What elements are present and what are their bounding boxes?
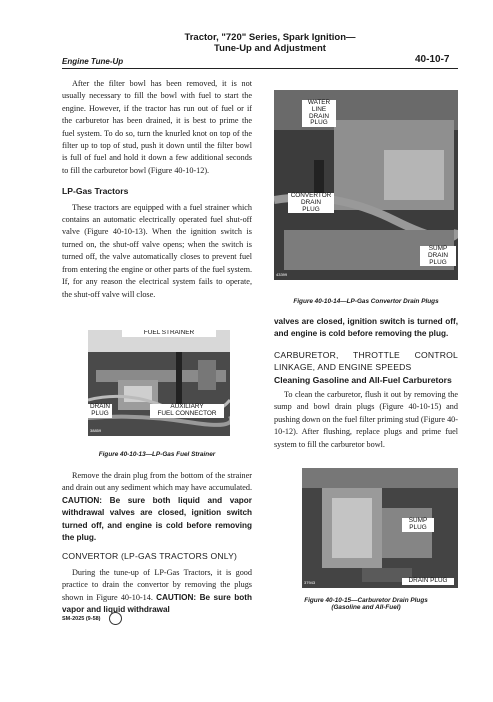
caption-figure-15 — [274, 597, 458, 611]
header-rule — [62, 68, 458, 69]
drain-text: Remove the drain plug from the bottom of the strainer and drain out any sediment which may have accumulated. — [62, 471, 252, 493]
heading-cleaning: Cleaning Gasoline and All-Fuel Carburetors — [274, 374, 452, 385]
title-line-1: Tractor, "720" Series, Spark Ignition— — [184, 32, 356, 43]
label-convertor-drain-plug: CONVERTOR DRAIN PLUG — [288, 193, 334, 213]
figure-fuel-strainer-photo — [88, 330, 230, 436]
caption-figure-13: Figure 40-10-13—LP-Gas Fuel Strainer — [98, 451, 216, 458]
right-column-text — [274, 316, 458, 451]
label-water-line-drain-plug: WATER LINE DRAIN PLUG — [302, 100, 336, 127]
label-fuel-strainer: FUEL STRAINER — [122, 330, 216, 337]
photo-number: 43399 — [276, 272, 288, 277]
caution-continued: valves are closed, ignition switch is turned off, and engine is cold before removing the plug. — [274, 317, 458, 339]
caution-convertor: CAUTION: Be sure both vapor and liquid withdrawal — [62, 592, 252, 615]
figure-convertor-photo — [274, 90, 458, 280]
left-column-top — [62, 78, 252, 301]
left-column-bottom — [62, 470, 252, 616]
photo-number: 38859 — [90, 428, 102, 433]
convertor-text: During the tune-up of LP-Gas Tractors, it is good practice to drain the convertor by removing the plugs shown in Figure 40-10-14. — [62, 567, 252, 602]
caution-strainer: CAUTION: Be sure both liquid and vapor withdrawal valves are closed, ignition switch turned off, and engine is cold before removing the plug. — [62, 495, 252, 543]
section-name: Engine Tune-Up — [62, 57, 124, 66]
paragraph-priming: After the filter bowl has been removed, it is not usually necessary to fill the bowl with fuel to start the engine. However, if the tractor has run out of fuel or if the carburetor has been drained, it is best to prime the fuel system. To do so, turn the knurled knot on top of the filter up to top of stud, push it down until the filter bowl is full of fuel and hold it down a few additional seconds to fill the carburetor bowl (Figure 40-10-12). — [62, 79, 252, 175]
heading-carburetor: CARBURETOR, THROTTLE CONTROL LINKAGE, AND ENGINE SPEEDS — [274, 349, 458, 373]
photo-number: 37943 — [304, 580, 316, 585]
paragraph-drain-strainer — [62, 470, 252, 544]
label-drain-plug: DRAIN PLUG — [402, 578, 454, 585]
label-sump-drain-plug: SUMP DRAIN PLUG — [420, 246, 456, 266]
caption-figure-15-line-1: Figure 40-10-15—Carburetor Drain Plugs — [304, 597, 428, 604]
footer-code: SM-2025 (9-58) — [62, 616, 101, 622]
paragraph-lp-strainer: These tractors are equipped with a fuel strainer which contains an automatic electrically operated fuel shut-off valve (Figure 40-10-13). When the ignition switch is turned on, the shut-off valve opens; when the switch is turned off, the valve automatically closes to prevent fuel from entering the engine or other parts of the fuel system. If, for any reason the electrical system fails to operate, the shut-off valve will close. — [62, 202, 252, 299]
page-number: 40-10-7 — [415, 54, 450, 65]
figure-carburetor-photo — [302, 468, 458, 588]
page-title — [150, 32, 390, 54]
paragraph-cleaning: To clean the carburetor, flush it out by removing the sump and bowl drain plugs (Figure 40-10-15) and pushing down on the fuel filter priming stud (Figure 40-10-12). After flushing, replace plugs and prime fuel system to fill the carburetor bowl. — [274, 390, 458, 449]
title-line-2: Tune-Up and Adjustment — [214, 43, 326, 54]
publisher-logo-icon — [109, 612, 122, 625]
caption-figure-14: Figure 40-10-14—LP-Gas Convertor Drain Plugs — [293, 298, 439, 305]
heading-lp-gas: LP-Gas Tractors — [62, 186, 129, 197]
caption-figure-15-line-2: (Gasoline and All-Fuel) — [331, 604, 401, 611]
label-drain-plug: DRAIN PLUG — [88, 404, 112, 418]
label-auxiliary-connector: AUXILIARY FUEL CONNECTOR — [150, 404, 224, 418]
paragraph-convertor — [62, 567, 252, 617]
label-sump-plug: SUMP PLUG — [402, 518, 434, 532]
heading-convertor: CONVERTOR (LP-GAS TRACTORS ONLY) — [62, 551, 238, 562]
